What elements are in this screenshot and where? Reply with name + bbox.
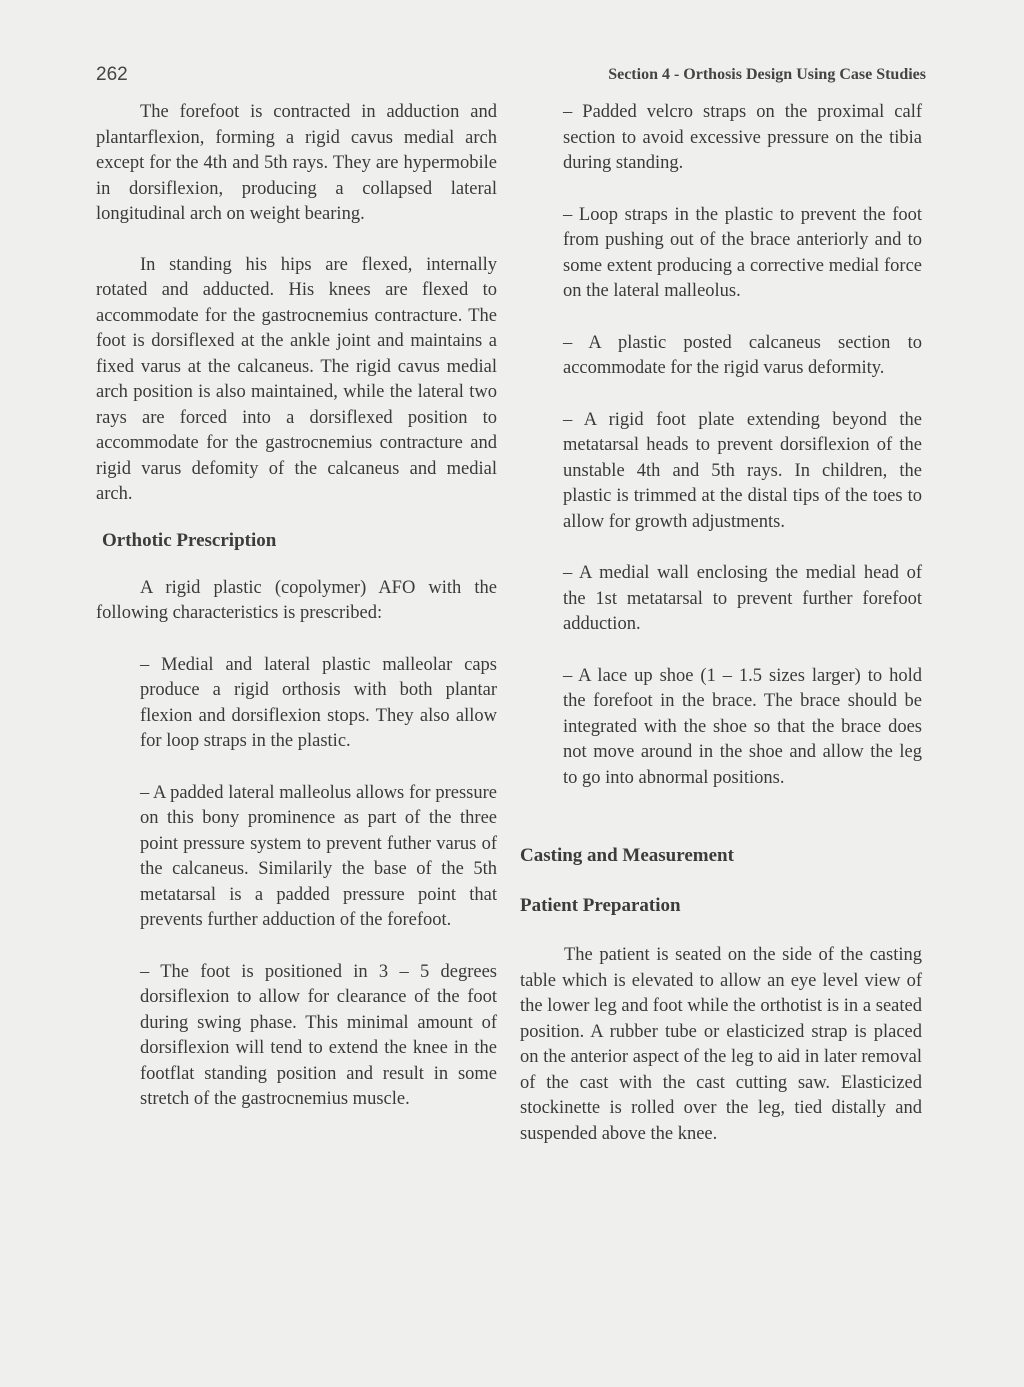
running-head: Section 4 - Orthosis Design Using Case Studies	[608, 66, 926, 83]
right-column	[520, 100, 922, 1147]
left-column	[96, 100, 497, 1113]
heading-patient-preparation: Patient Preparation	[520, 895, 681, 916]
list-item: – A plastic posted calcaneus section to accommodate for the rigid varus deformity.	[563, 332, 922, 378]
list-item: – A lace up shoe (1 – 1.5 sizes larger) to hold the forefoot in the brace. The brace should be integrated with the shoe so that the brace does not move around in the shoe and allow the leg to go into abnormal positions.	[563, 665, 922, 788]
paragraph-prescription: A rigid plastic (copolymer) AFO with the following characteristics is prescribed:	[96, 577, 497, 623]
list-item: – A padded lateral malleolus allows for pressure on this bony prominence as part of the three point pressure system to prevent futher varus of the calcaneus. Similarily the base of the 5th metatarsal is a padded pressure point that prevents further adduction of the forefoot.	[140, 782, 497, 930]
list-item: – Padded velcro straps on the proximal calf section to avoid excessive pressure on the tibia during standing.	[563, 102, 922, 173]
list-item: – The foot is positioned in 3 – 5 degrees dorsiflexion to allow for clearance of the foot during swing phase. This minimal amount of dorsiflexion will tend to extend the knee in the footflat standing position and result in some stretch of the gastrocnemius muscle.	[140, 961, 497, 1109]
list-item: – A medial wall enclosing the medial head of the 1st metatarsal to prevent further forefoot adduction.	[563, 563, 922, 634]
paragraph-standing: In standing his hips are flexed, internally rotated and adducted. His knees are flexed to accommodate for the gastrocnemius contracture. The foot is dorsiflexed at the ankle joint and maintains a fixed varus at the calcaneus. The rigid cavus medial arch position is also maintained, while the lateral two rays are forced into a dorsiflexed position to accommodate for the gastrocnemius contracture and rigid varus defomity of the calcaneus and medial arch.	[96, 254, 497, 504]
list-item: – A rigid foot plate extending beyond the metatarsal heads to prevent dorsiflexion of the unstable 4th and 5th rays. In children, the plastic is trimmed at the distal tips of the toes to allow for growth adjustments.	[563, 409, 922, 532]
paragraph-patient-preparation: The patient is seated on the side of the casting table which is elevated to allow an eye level view of the lower leg and foot while the orthotist is in a seated position. A rubber tube or elasticized strap is placed on the anterior aspect of the leg to aid in later removal of the cast with the cast cutting saw. Elasticized stockinette is rolled over the leg, tied distally and suspended above the knee.	[520, 945, 922, 1144]
paragraph-forefoot: The forefoot is contracted in adduction and plantarflexion, forming a rigid cavus medial arch except for the 4th and 5th rays. They are hypermobile in dorsiflexion, producing a collapsed lateral longitudinal arch on weight bearing.	[96, 102, 497, 224]
heading-casting-measurement: Casting and Measurement	[520, 845, 734, 866]
list-item: – Medial and lateral plastic malleolar caps produce a rigid orthosis with both plantar flexion and dorsiflexion stops. They also allow for loop straps in the plastic.	[140, 654, 497, 751]
page-number: 262	[96, 64, 128, 85]
list-item: – Loop straps in the plastic to prevent the foot from pushing out of the brace anteriorly and to some extent producing a corrective medial force on the lateral malleolus.	[563, 204, 922, 301]
heading-orthotic-prescription: Orthotic Prescription	[102, 529, 277, 551]
